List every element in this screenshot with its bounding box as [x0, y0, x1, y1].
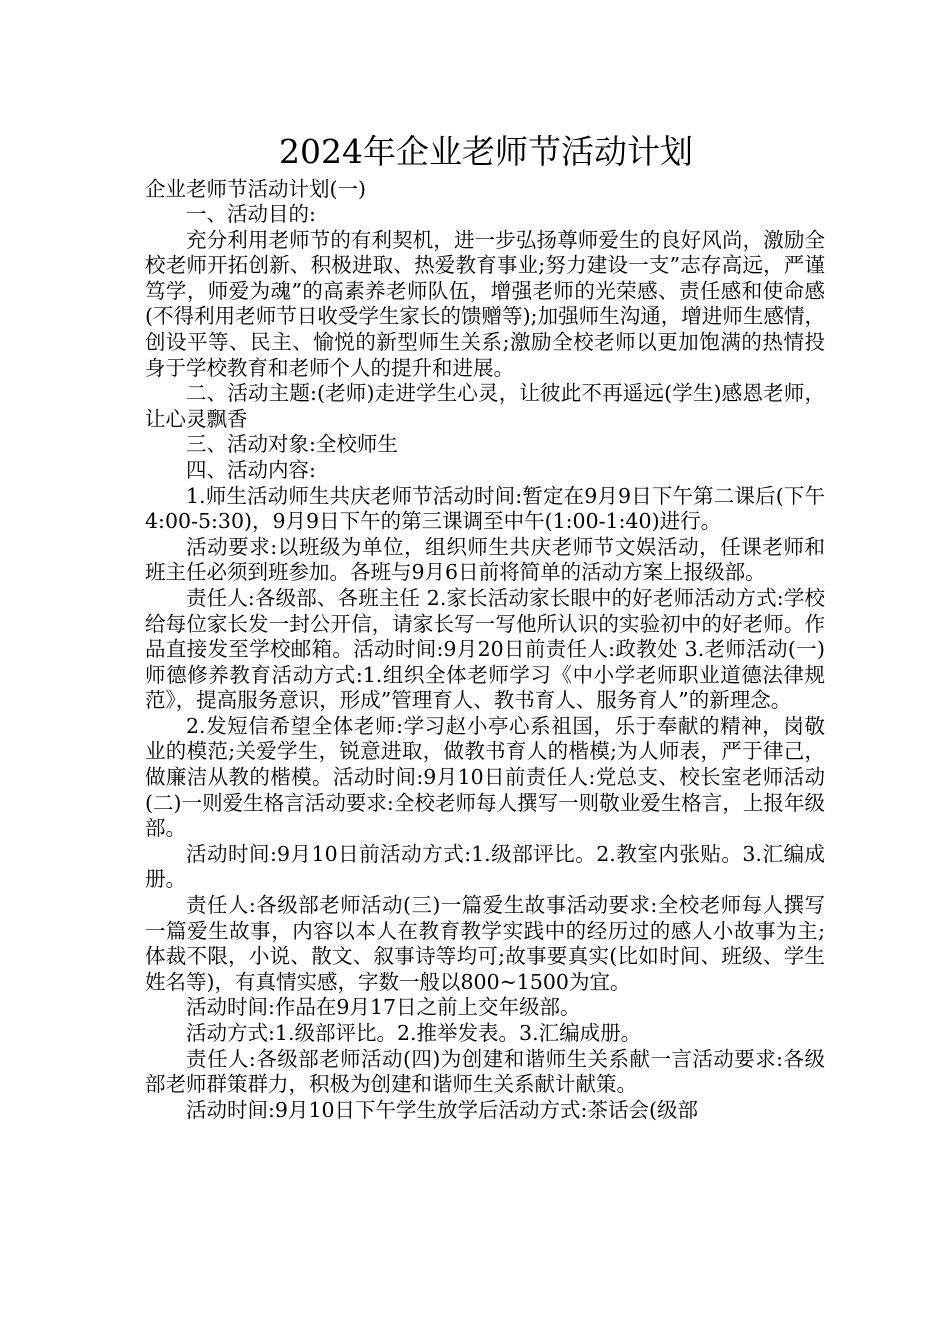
paragraph-activity-requirement: 活动要求:以班级为单位，组织师生共庆老师节文娱活动，任课老师和班主任必须到班参加。各班与9月6日前将简单的活动方案上报级部。: [145, 534, 825, 585]
section-heading-theme: 二、活动主题:(老师)走进学生心灵，让彼此不再遥远(学生)感恩老师，让心灵飘香: [145, 381, 825, 431]
paragraph-story-time: 活动时间:作品在9月17日之前上交年级部。: [186, 995, 581, 1020]
paragraph-story-activity: 责任人:各级部老师活动(三)一篇爱生故事活动要求:全校老师每人撰写一篇爱生故事，内容以本人在教育教学实践中的经历过的感人小故事为主;体裁不限，小说、散文、叙事诗等均可;故事要真实(比如时间、班级、学生姓名等)，有真情实感，字数一般以800~1500为宜。: [145, 893, 825, 994]
paragraph-harmony-time: 活动时间:9月10日下午学生放学后活动方式:茶话会(级部: [186, 1097, 698, 1122]
document-title: 2024年企业老师节活动计划: [279, 132, 693, 171]
paragraph-purpose-body: 充分利用老师节的有利契机，进一步弘扬尊师爱生的良好风尚，激励全校老师开拓创新、积极进取、热爱教育事业;努力建设一支”志存高远，严谨笃学，师爱为魂”的高素养老师队伍，增强老师的光荣感、责任感和使命感(不得利用老师节日收受学生家长的馈赠等);加强师生沟通，增进师生感情，创设平等、民主、愉悦的新型师生关系;激励全校老师以更加饱满的热情投身于学校教育和老师个人的提升和进展。: [145, 227, 825, 380]
section-heading-content: 四、活动内容:: [186, 457, 316, 482]
paragraph-story-method: 活动方式:1.级部评比。2.推举发表。3.汇编成册。: [186, 1021, 642, 1045]
paragraph-sms-teachers: 2.发短信希望全体老师:学习赵小亭心系祖国，乐于奉献的精神，岗敬业的模范;关爱学生，锐意进取，做教书育人的楷模;为人师表，严于律己，做廉洁从教的楷模。活动时间:9月10日前责任人:党总支、校长室老师活动(二)一则爱生格言活动要求:全校老师每人撰写一则敬业爱生格言，上报年级部。: [145, 713, 825, 841]
section-heading-purpose: 一、活动目的:: [186, 202, 316, 226]
document-page: [145, 128, 825, 1123]
section-heading-audience: 三、活动对象:全校师生: [186, 432, 398, 457]
paragraph-activity-1: 1.师生活动师生共庆老师节活动时间:暂定在9月9日下午第二课后(下午4:00-5:30)，9月9日下午的第三课调至中午(1:00-1:40)进行。: [145, 483, 825, 534]
document-subtitle: 企业老师节活动计划(一): [145, 177, 366, 201]
paragraph-harmony-activity: 责任人:各级部老师活动(四)为创建和谐师生关系献一言活动要求:各级部老师群策群力，积极为创建和谐师生关系献计献策。: [145, 1046, 825, 1097]
paragraph-motto-time: 活动时间:9月10日前活动方式:1.级部评比。2.教室内张贴。3.汇编成册。: [145, 841, 825, 892]
paragraph-responsible-parents: 责任人:各级部、各班主任 2.家长活动家长眼中的好老师活动方式:学校给每位家长发一封公开信，请家长写一写他所认识的实验初中的好老师。作品直接发至学校邮箱。活动时间:9月20日前责任人:政教处 3.老师活动(一)师德修养教育活动方式:1.组织全体老师学习《中小学老师职业道德法律规范》，提高服务意识，形成”管理育人、教书育人、服务育人”的新理念。: [145, 585, 825, 713]
